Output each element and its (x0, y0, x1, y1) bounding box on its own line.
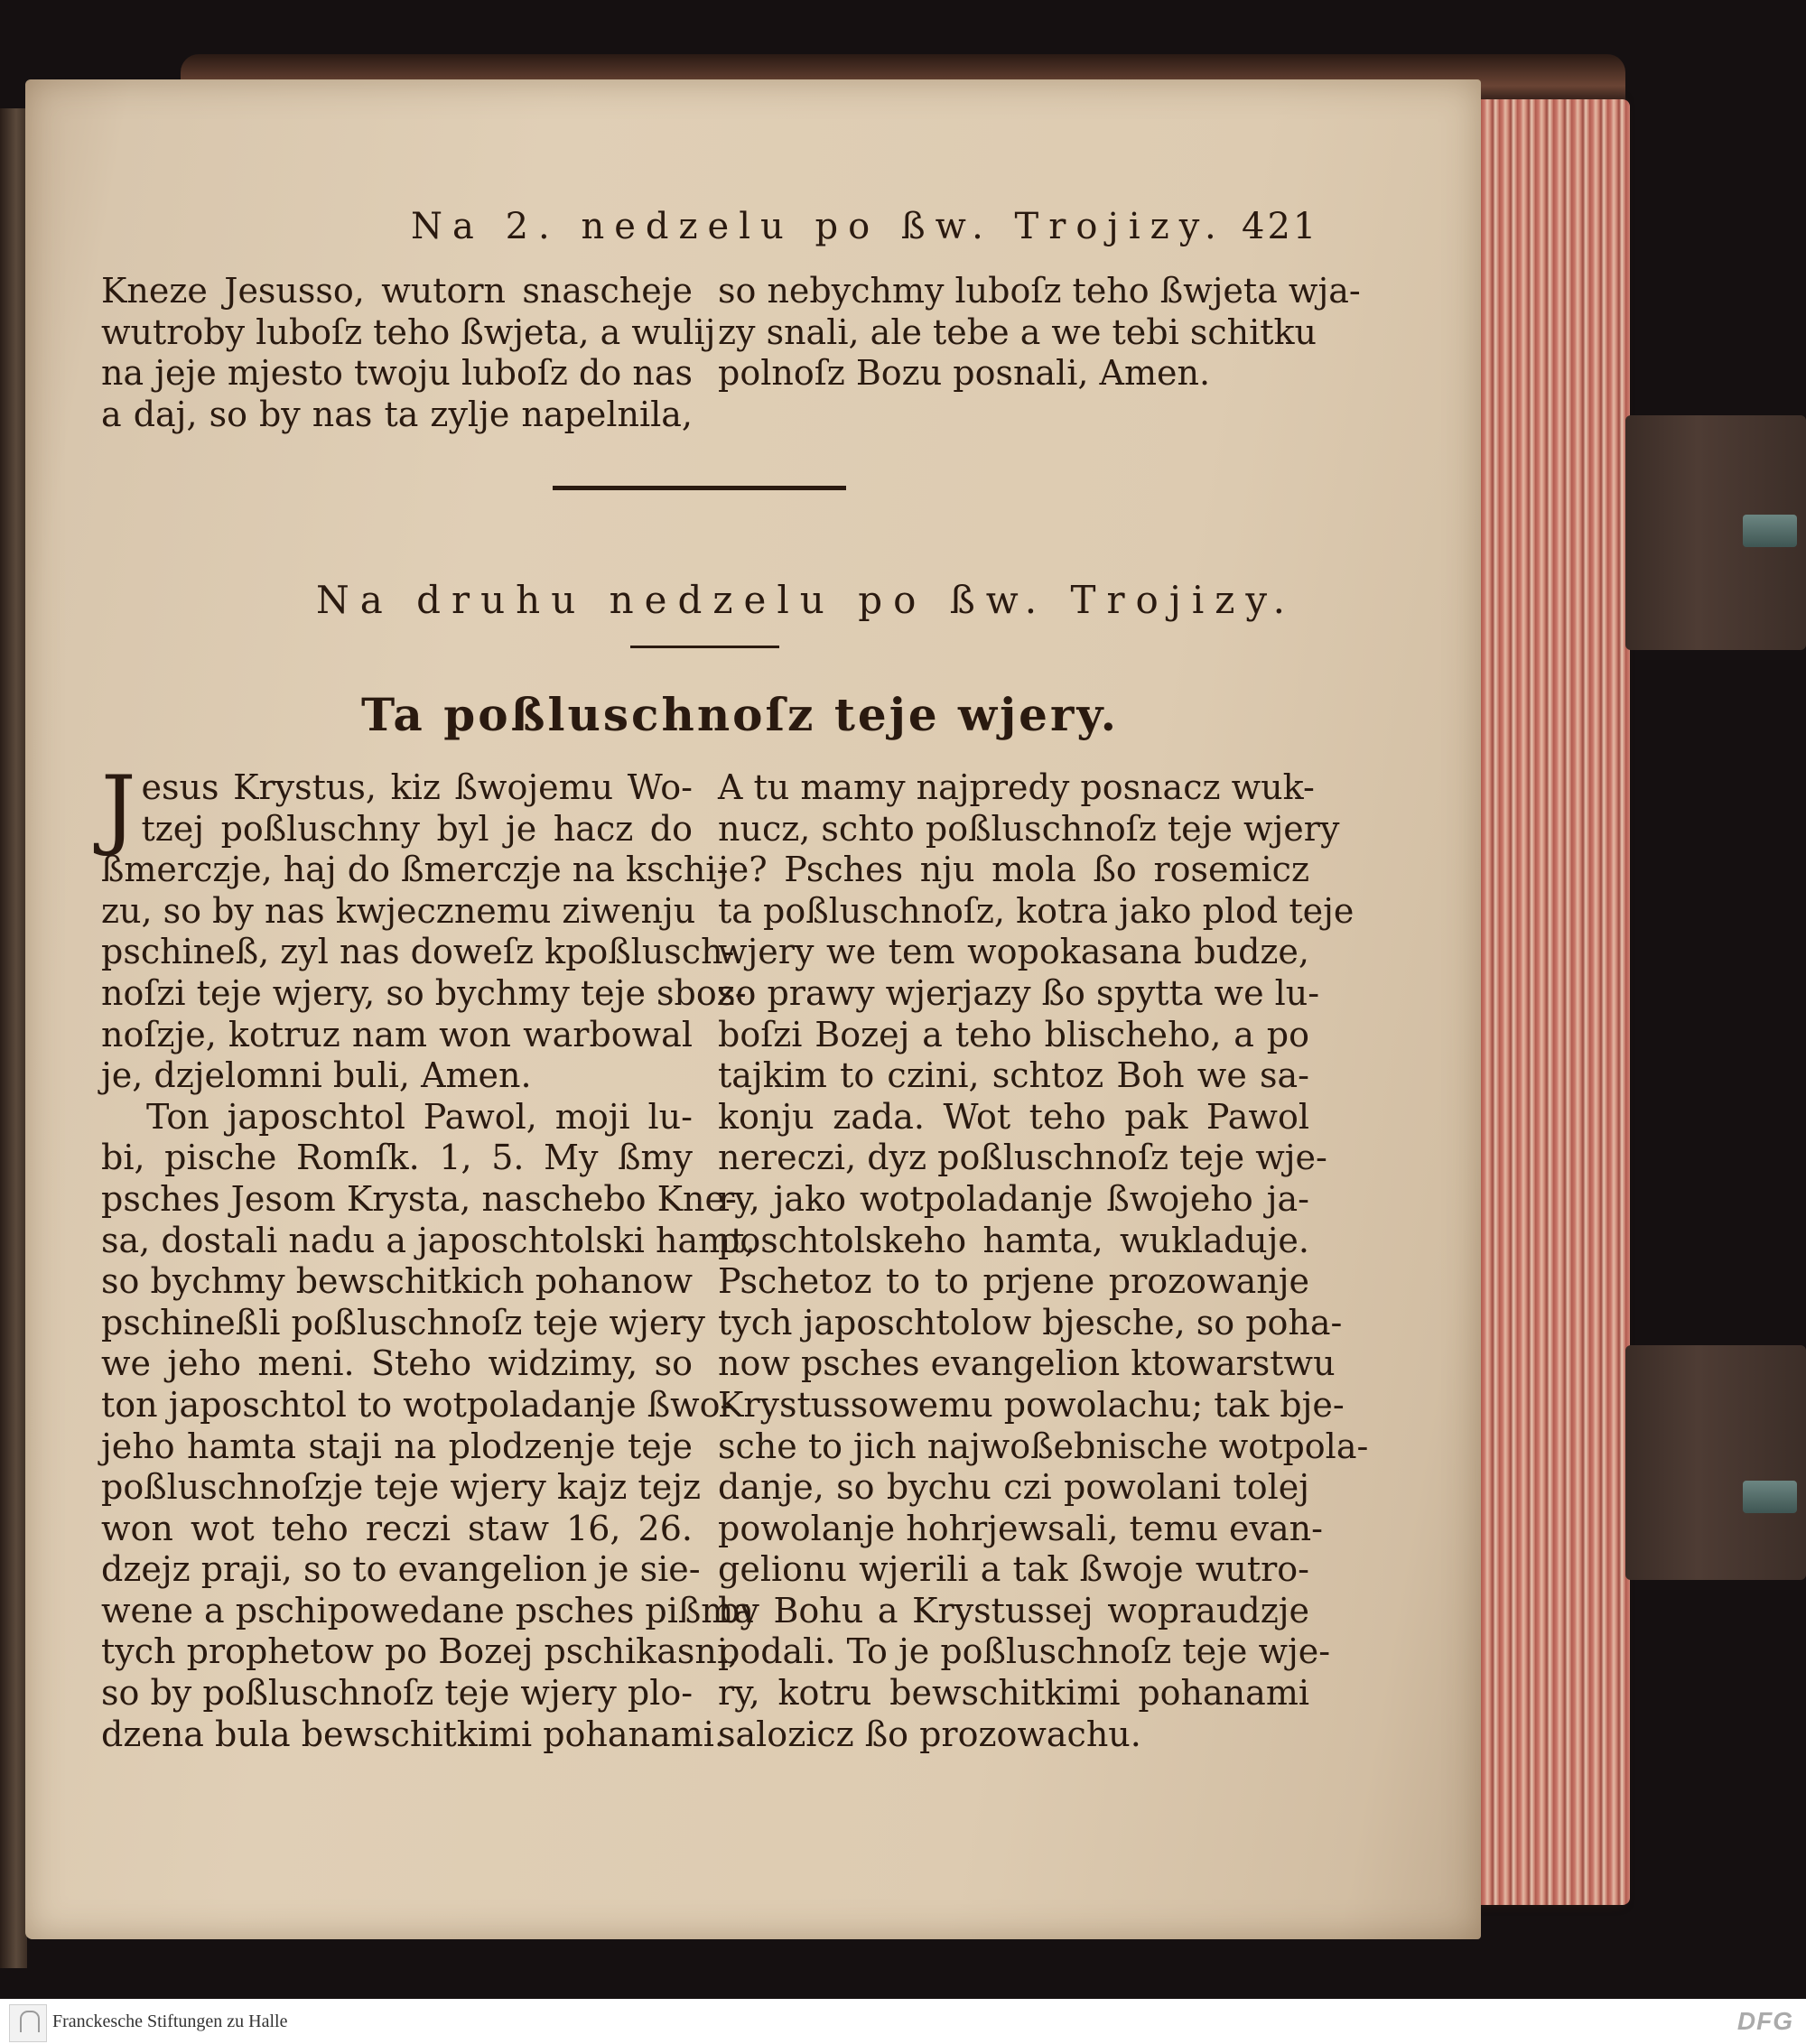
section-title: Na druhu nedzelu po ßw. Trojizy. (316, 578, 1296, 622)
text-line: jeho hamta staji na plodzenje teje (101, 1426, 693, 1466)
text-line: so bychmy bewschitkich pohanow (101, 1261, 693, 1302)
text-line: dzejz praji, so to evangelion je sie- (101, 1549, 701, 1590)
cover-edge (0, 108, 27, 1968)
text-line: poßluschnoſzje teje wjery kajz tejz (101, 1467, 701, 1508)
clasp-bottom (1625, 1345, 1806, 1580)
text-line: noſzi teje wjery, so bychmy teje sboz- (101, 972, 747, 1013)
text-line: esus Krystus, kiz ßwojemu Wo- (141, 767, 693, 807)
text-line: Ton japoschtol Pawol, moji lu- (146, 1096, 693, 1137)
text-line: je, dzjelomni buli, Amen. (101, 1055, 532, 1096)
text-line: a daj, so by nas ta zylje napelnila, (101, 394, 693, 434)
text-line: dzena bula bewschitkimi pohanami. (101, 1714, 725, 1754)
text-line: ta poßluschnoſz, kotra jako plod teje (718, 890, 1354, 931)
prayer-right-column (718, 271, 1361, 395)
text-line: je? Psches nju mola ßo rosemicz (718, 850, 1309, 890)
text-line: so prawy wjerjazy ßo spytta we lu- (718, 972, 1320, 1013)
text-line: poschtolskeho hamta, wukladuje. (718, 1220, 1309, 1260)
text-line: gelionu wjerili a tak ßwoje wutro- (718, 1549, 1309, 1590)
text-line: tych japoschtolow bjesche, so poha- (718, 1302, 1343, 1343)
text-line: so by poßluschnoſz teje wjery plo- (101, 1673, 694, 1714)
body-left-column (101, 757, 756, 1755)
title-divider (630, 646, 779, 648)
text-line: Kneze Jesusso, wutorn snascheje (101, 271, 693, 311)
text-line: so nebychmy luboſz teho ßwjeta wja- (718, 271, 1361, 311)
text-line: nucz, schto poßluschnoſz teje wjery (718, 808, 1340, 849)
text-line: podali. To je poßluschnoſz teje wje- (718, 1631, 1331, 1672)
clasp-top (1625, 415, 1806, 650)
text-line: Krystussowemu powolachu; tak bje- (718, 1384, 1345, 1425)
text-line: boſzi Bozej a teho blischeho, a po (718, 1014, 1309, 1055)
text-line: zy snali, ale tebe a we tebi schitku (718, 311, 1317, 352)
institution-label: Franckesche Stiftungen zu Halle (52, 2011, 288, 2031)
text-line: bi, pische Romſk. 1, 5. My ßmy (101, 1138, 693, 1178)
body-right-column (718, 767, 1369, 1755)
text-line: ry, jako wotpoladanje ßwojeho ja- (718, 1178, 1309, 1219)
text-line: ry, kotru bewschitkimi pohanami (718, 1673, 1309, 1714)
text-line: Pschetoz to to prjene prozowanje (718, 1261, 1309, 1302)
text-line: now psches evangelion ktowarstwu (718, 1343, 1336, 1384)
running-head: Na 2. nedzelu po ßw. Trojizy. (411, 206, 1226, 247)
section-divider (553, 486, 846, 490)
text-line: tzej poßluschny byl je hacz do (141, 808, 693, 849)
text-line: noſzje, kotruz nam won warbowal (101, 1014, 693, 1055)
text-line: na jeje mjesto twoju luboſz do nas (101, 353, 693, 394)
text-line: nereczi, dyz poßluschnoſz teje wje- (718, 1138, 1327, 1178)
text-line: sche to jich najwoßebnische wotpola- (718, 1426, 1369, 1466)
subtitle: Ta poßluschnoſz teje wjery. (361, 688, 1120, 741)
page-number: 421 (1242, 206, 1319, 247)
institution-logo-icon (9, 2004, 47, 2042)
text-line: polnoſz Bozu posnali, Amen. (718, 353, 1211, 394)
text-line: we jeho meni. Steho widzimy, so (101, 1343, 693, 1384)
text-line: psches Jesom Krysta, naschebo Kne- (101, 1178, 737, 1219)
text-line: won wot teho reczi staw 16, 26. (101, 1508, 693, 1548)
text-line: tajkim to czini, schtoz Boh we sa- (718, 1055, 1309, 1096)
text-line: pschineßli poßluschnoſz teje wjery (101, 1302, 705, 1343)
text-line: ßmerczje, haj do ßmerczje na kschi- (101, 850, 729, 890)
text-line: by Bohu a Krystussej wopraudzje (718, 1590, 1309, 1631)
text-line: A tu mamy najpredy posnacz wuk- (718, 767, 1315, 807)
text-line: sa, dostali nadu a japoschtolski hamt, (101, 1220, 756, 1260)
text-line: tych prophetow po Bozej pschikasni, (101, 1631, 740, 1672)
text-line: wene a pschipowedane psches pißma (101, 1590, 754, 1631)
text-line: danje, so bychu czi powolani tolej (718, 1467, 1309, 1508)
text-line: powolanje hohrjewsali, temu evan- (718, 1508, 1323, 1548)
prayer-left-column (101, 271, 716, 435)
text-line: zu, so by nas kwjecznemu ziwenju (101, 890, 696, 931)
text-line: wutroby luboſz teho ßwjeta, a wulij (101, 311, 716, 352)
viewer-footer (0, 1999, 1806, 2044)
text-line: pschineß, zyl nas doweſz kpoßlusch- (101, 932, 735, 972)
text-line: konju zada. Wot teho pak Pawol (718, 1096, 1309, 1137)
dfg-logo: DFG (1736, 2007, 1793, 2035)
text-line: salozicz ßo prozowachu. (718, 1714, 1141, 1754)
drop-cap: J (101, 757, 136, 859)
text-line: wjery we tem wopokasana budze, (718, 932, 1309, 972)
text-line: ton japoschtol to wotpoladanje ßwo- (101, 1384, 732, 1425)
